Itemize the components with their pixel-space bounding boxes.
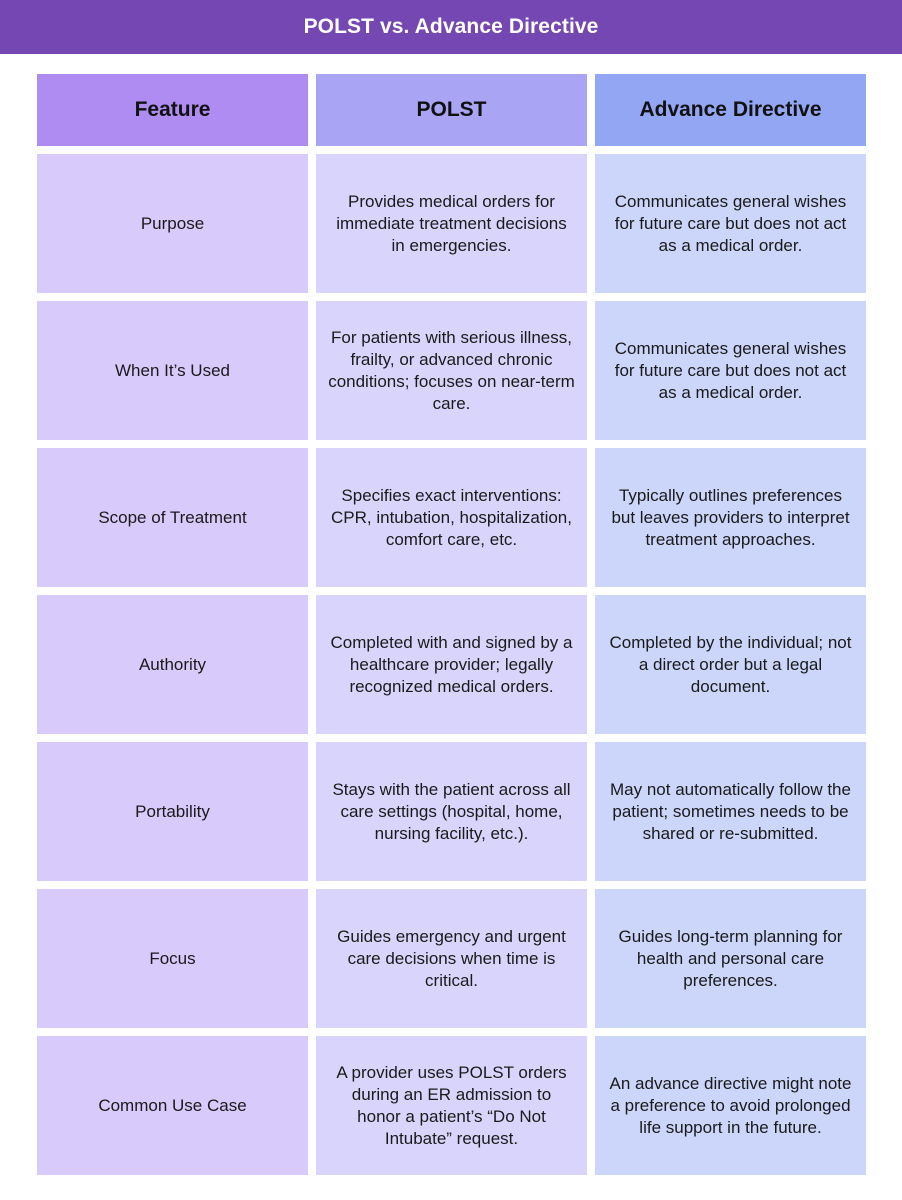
row-authority-polst: Completed with and signed by a healthcare provider; legally recognized medical orders. (316, 595, 587, 734)
row-scope-advance-directive: Typically outlines preferences but leaves providers to interpret treatment approaches. (595, 448, 866, 587)
row-purpose-advance-directive: Communicates general wishes for future care but does not act as a medical order. (595, 154, 866, 293)
row-focus-feature: Focus (37, 889, 308, 1028)
row-purpose-polst: Provides medical orders for immediate treatment decisions in emergencies. (316, 154, 587, 293)
row-focus-polst: Guides emergency and urgent care decisions when time is critical. (316, 889, 587, 1028)
row-focus-advance-directive: Guides long-term planning for health and personal care preferences. (595, 889, 866, 1028)
page-title: POLST vs. Advance Directive (0, 0, 902, 54)
row-when-used-polst: For patients with serious illness, frailty, or advanced chronic conditions; focuses on near-term care. (316, 301, 587, 440)
row-use-case-advance-directive: An advance directive might note a preference to avoid prolonged life support in the future. (595, 1036, 866, 1175)
comparison-table (37, 74, 866, 1175)
header-feature: Feature (37, 74, 308, 146)
row-when-used-feature: When It’s Used (37, 301, 308, 440)
row-when-used-advance-directive: Communicates general wishes for future care but does not act as a medical order. (595, 301, 866, 440)
row-scope-polst: Specifies exact interventions: CPR, intubation, hospitalization, comfort care, etc. (316, 448, 587, 587)
row-use-case-polst: A provider uses POLST orders during an ER admission to honor a patient’s “Do Not Intubate” request. (316, 1036, 587, 1175)
row-scope-feature: Scope of Treatment (37, 448, 308, 587)
row-portability-polst: Stays with the patient across all care settings (hospital, home, nursing facility, etc.). (316, 742, 587, 881)
row-portability-feature: Portability (37, 742, 308, 881)
row-purpose-feature: Purpose (37, 154, 308, 293)
row-use-case-feature: Common Use Case (37, 1036, 308, 1175)
header-advance-directive: Advance Directive (595, 74, 866, 146)
row-authority-advance-directive: Completed by the individual; not a direct order but a legal document. (595, 595, 866, 734)
row-authority-feature: Authority (37, 595, 308, 734)
row-portability-advance-directive: May not automatically follow the patient; sometimes needs to be shared or re-submitted. (595, 742, 866, 881)
header-polst: POLST (316, 74, 587, 146)
